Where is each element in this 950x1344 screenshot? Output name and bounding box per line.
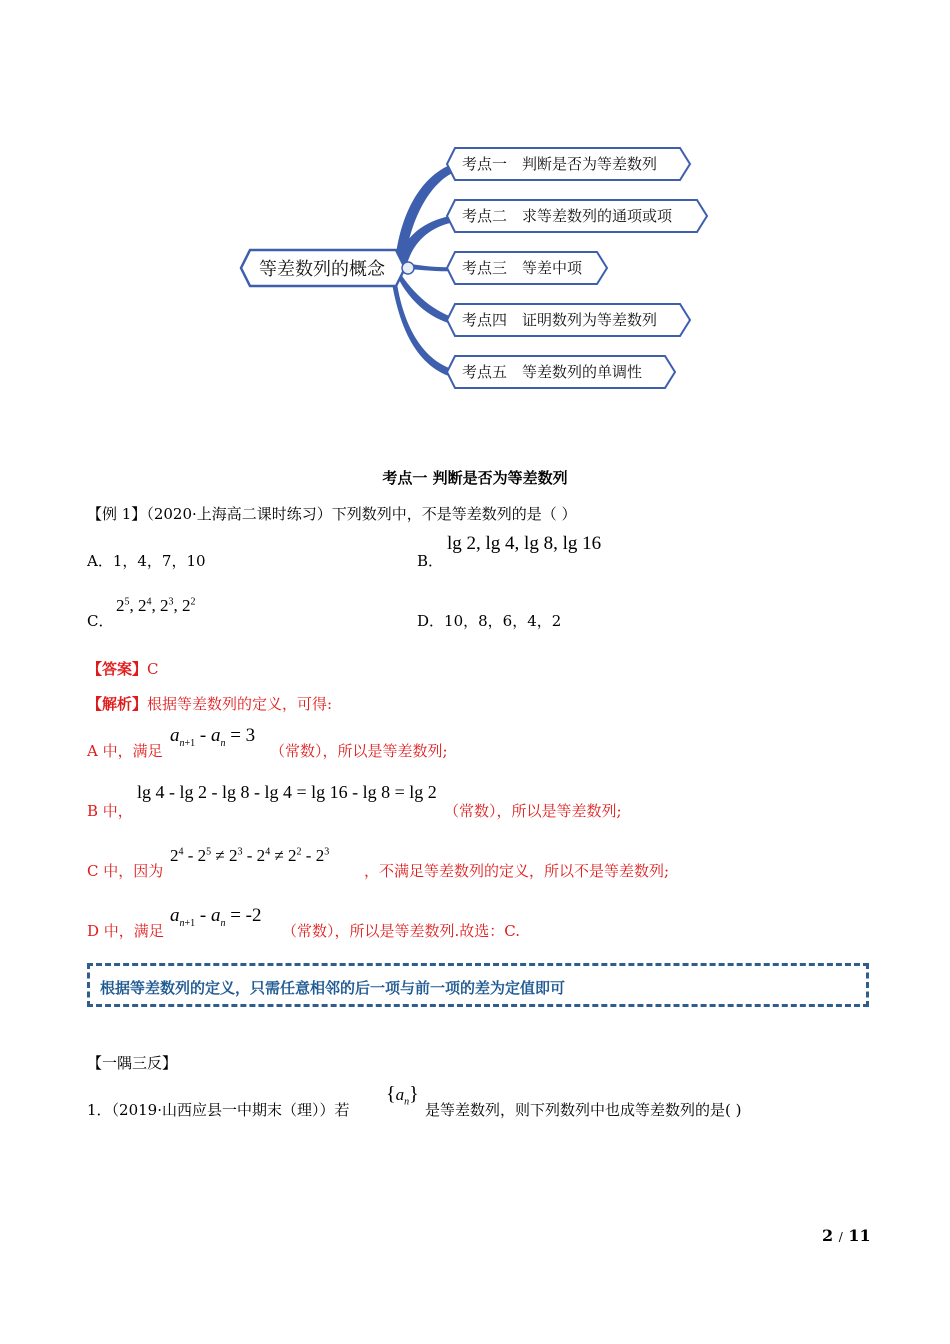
option-b: B． <box>417 552 444 570</box>
practice-question-1 <box>87 1099 350 1120</box>
option-d-text: 10，8，6，4，2 <box>444 612 562 630</box>
example-question <box>87 503 577 524</box>
page-current: 2 <box>822 1226 834 1245</box>
analysis-a-suffix: （常数），所以是等差数列; <box>270 742 448 760</box>
analysis-d: D 中，满足 <box>87 922 164 940</box>
tip-box: 根据等差数列的定义，只需任意相邻的后一项与前一项的差为定值即可 <box>87 963 869 1007</box>
analysis-c-math: $2^4 - 2^5 \ne 2^3 - 2^4 \ne 2^2 - 2^3$ <box>170 846 330 865</box>
mind-map-node-label: 考点四 证明数列为等差数列 <box>462 311 658 329</box>
example-question-text: 下列数列中，不是等差数列的是（ ） <box>331 505 577 523</box>
mind-map-node-label: 考点一 判断是否为等差数列 <box>462 155 658 173</box>
mind-map-node-label: 考点二 求等差数列的通项或项 <box>462 207 673 225</box>
mind-map-node-2 <box>447 200 707 232</box>
analysis-c-suffix: ，不满足等差数列的定义，所以不是等差数列; <box>364 862 670 880</box>
option-b-math: lg 2, lg 4, lg 8, lg 16 <box>447 533 602 554</box>
mind-map-node-5 <box>447 356 675 388</box>
analysis-b: B 中， <box>87 802 133 820</box>
option-c: C． <box>87 612 114 630</box>
option-a-text: 1，4，7，10 <box>112 552 206 570</box>
page-total: 11 <box>848 1226 871 1245</box>
mind-map-node-label: 考点五 等差数列的单调性 <box>462 363 643 381</box>
analysis-b-math: lg 4 - lg 2 - lg 8 - lg 4 = lg 16 - lg 8 = lg 2 <box>137 782 437 802</box>
section-title: 考点一 判断是否为等差数列 <box>382 469 568 487</box>
example-label: 【例 1】 <box>87 505 147 523</box>
answer-label: 【答案】 <box>87 660 148 678</box>
mind-map-node-label: 考点三 等差中项 <box>462 259 583 277</box>
page-separator: / <box>838 1230 843 1244</box>
analysis-b-suffix: （常数），所以是等差数列; <box>444 802 622 820</box>
analysis-d-math: $a_{n+1} - a_n = -2$ <box>170 905 262 929</box>
mind-map-node-4 <box>447 304 690 336</box>
example-source: （2020·上海高二课时练习） <box>146 505 332 523</box>
analysis-c: C 中，因为 <box>87 862 164 880</box>
question-text: 是等差数列，则下列数列中也成等差数列的是( ) <box>425 1101 742 1119</box>
sequence-an-math: $\{a_n\}$ <box>386 1083 419 1108</box>
analysis-d-suffix: （常数），所以是等差数列.故选：C. <box>282 922 520 940</box>
mind-map-node-3 <box>447 252 607 284</box>
mind-map-center <box>241 250 414 286</box>
mind-map-node-1 <box>447 148 690 180</box>
option-c-math: $2^5$, $2^4$, $2^3$, $2^2$ <box>116 596 196 615</box>
option-d: D．10，8，6，4，2 <box>417 612 562 630</box>
analysis-a: A 中，满足 <box>87 742 163 760</box>
page-number <box>822 1226 871 1245</box>
analysis-intro: 【解析】根据等差数列的定义，可得: <box>87 695 333 713</box>
option-a: A．1，4，7，10 <box>87 552 206 570</box>
analysis-label: 【解析】 <box>87 695 148 713</box>
answer-value: C <box>147 660 159 678</box>
mind-map <box>0 0 950 420</box>
question-source: （2019·山西应县一中期末（理））若 <box>111 1101 350 1119</box>
practice-label: 【一隅三反】 <box>87 1054 178 1072</box>
question-number: 1． <box>87 1101 112 1119</box>
answer <box>87 658 159 679</box>
analysis-a-math: $a_{n+1} - a_n = 3$ <box>170 725 256 749</box>
mind-map-center-label: 等差数列的概念 <box>259 259 385 280</box>
